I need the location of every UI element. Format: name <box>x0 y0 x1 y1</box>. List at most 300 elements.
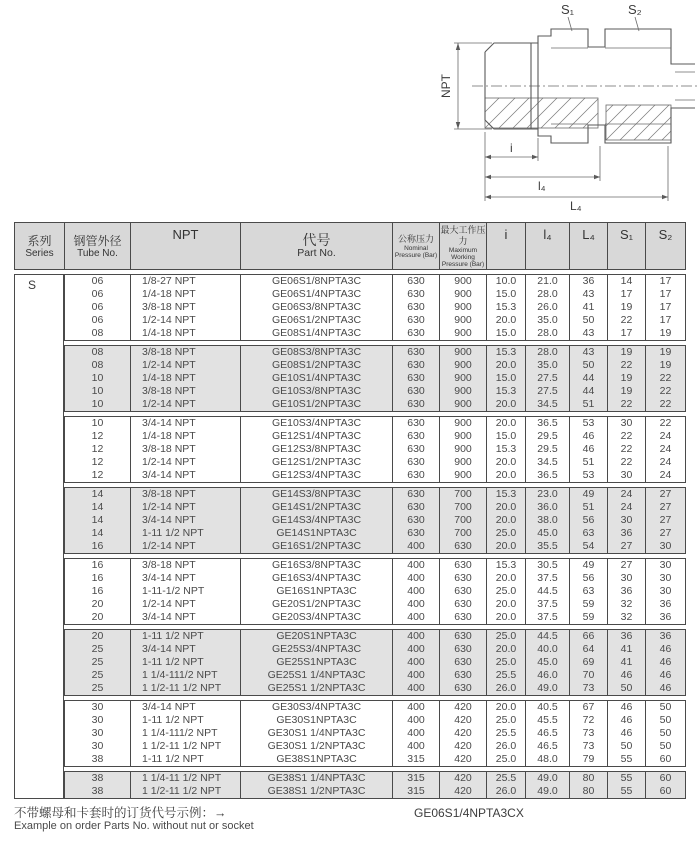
table-row <box>65 385 685 398</box>
table-cell: 24 <box>608 501 646 514</box>
table-cell: 12 <box>65 456 131 469</box>
table-cell: 21.0 <box>526 275 570 288</box>
table-cell: 27 <box>659 501 672 513</box>
table-cell: 59 <box>570 611 608 624</box>
table-cell: 60 <box>659 772 672 784</box>
table-cell: 400 <box>393 740 440 753</box>
table-cell: GE14S1NPTA3C <box>241 527 393 540</box>
col-header-nominal-pressure: 公称压力 Nominal Pressure (Bar) <box>393 223 440 269</box>
table-cell: 49 <box>570 559 608 572</box>
table-cell: 1-11 1/2 NPT <box>131 753 241 766</box>
table-cell: 17 <box>608 327 646 340</box>
table-cell: 46 <box>608 669 646 682</box>
table-cell: 3/8-18 NPT <box>131 301 241 314</box>
table-cell: GE06S1/8NPTA3C <box>241 275 393 288</box>
ordering-example <box>14 806 686 833</box>
table-cell: 30 <box>608 469 646 482</box>
table-cell: 35.0 <box>526 359 570 372</box>
table-cell: 80 <box>570 785 608 798</box>
table-cell: 630 <box>393 527 440 540</box>
table-cell: 24 <box>659 456 672 468</box>
table-cell: 36 <box>608 630 646 643</box>
table-cell: 46 <box>659 656 672 668</box>
table-cell: 1-11 1/2 NPT <box>131 714 241 727</box>
table-cell: 15.0 <box>487 288 526 301</box>
table-cell: 73 <box>570 682 608 695</box>
table-cell: 700 <box>440 514 487 527</box>
table-cell: 51 <box>570 398 608 411</box>
table-cell: 16 <box>65 540 131 553</box>
table-cell: 630 <box>440 598 487 611</box>
table-cell: 14 <box>608 275 646 288</box>
table-row <box>65 572 685 585</box>
table-cell: 630 <box>440 559 487 572</box>
table-cell: 900 <box>440 469 487 482</box>
table-cell: 36 <box>608 585 646 598</box>
table-cell: 50 <box>608 682 646 695</box>
table-cell: GE12S3/8NPTA3C <box>241 443 393 456</box>
table-row <box>65 585 685 598</box>
table-cell: 1/4-18 NPT <box>131 288 241 301</box>
table-cell: 29.5 <box>526 443 570 456</box>
table-cell: 50 <box>659 740 672 752</box>
table-cell: 41 <box>608 656 646 669</box>
table-group <box>64 629 686 696</box>
table-cell: 630 <box>440 540 487 553</box>
table-cell: 27 <box>608 540 646 553</box>
table-cell: 22 <box>608 359 646 372</box>
table-row <box>65 540 685 553</box>
table-cell: 630 <box>393 275 440 288</box>
table-row <box>65 559 685 572</box>
s1-dimension-label: S₁ <box>561 2 575 17</box>
table-cell: 51 <box>570 456 608 469</box>
table-cell: 46 <box>570 430 608 443</box>
table-row <box>65 527 685 540</box>
table-cell: GE08S3/8NPTA3C <box>241 346 393 359</box>
table-cell: 27.5 <box>526 372 570 385</box>
table-cell: 400 <box>393 669 440 682</box>
table-cell: 35.0 <box>526 314 570 327</box>
table-cell: 20.0 <box>487 598 526 611</box>
table-cell: 44.5 <box>526 630 570 643</box>
table-cell: 73 <box>570 727 608 740</box>
table-cell: 46 <box>570 443 608 456</box>
table-cell: 20.0 <box>487 701 526 714</box>
table-cell: 25.0 <box>487 630 526 643</box>
table-cell: 400 <box>393 643 440 656</box>
table-cell: 38 <box>65 772 131 785</box>
table-cell: 15.3 <box>487 346 526 359</box>
table-cell: 630 <box>393 327 440 340</box>
table-cell: 15.0 <box>487 327 526 340</box>
table-cell: 15.3 <box>487 385 526 398</box>
table-cell: 06 <box>65 275 131 288</box>
table-cell: 38.0 <box>526 514 570 527</box>
table-cell: 16 <box>65 572 131 585</box>
table-cell: 400 <box>393 727 440 740</box>
table-cell: 17 <box>608 288 646 301</box>
table-cell: 46.0 <box>526 669 570 682</box>
table-cell: 15.3 <box>487 488 526 501</box>
table-cell: 22 <box>608 430 646 443</box>
table-cell: 17 <box>659 301 672 313</box>
table-cell: 50 <box>659 714 672 726</box>
table-cell: 46 <box>659 682 672 694</box>
table-cell: 37.5 <box>526 572 570 585</box>
table-cell: 34.5 <box>526 456 570 469</box>
table-cell: GE12S1/4NPTA3C <box>241 430 393 443</box>
table-cell: GE10S3/8NPTA3C <box>241 385 393 398</box>
table-cell: 25.0 <box>487 585 526 598</box>
table-cell: 16 <box>65 559 131 572</box>
table-cell: 630 <box>393 301 440 314</box>
table-cell: 16 <box>65 585 131 598</box>
table-cell: 10 <box>65 372 131 385</box>
table-cell: 06 <box>65 288 131 301</box>
table-cell: 630 <box>393 488 440 501</box>
table-cell: 46 <box>659 643 672 655</box>
table-cell: 14 <box>65 527 131 540</box>
table-cell: 38 <box>65 753 131 766</box>
table-cell: 20.0 <box>487 469 526 482</box>
table-row <box>65 275 685 288</box>
table-cell: GE06S1/4NPTA3C <box>241 288 393 301</box>
table-cell: 26.0 <box>487 740 526 753</box>
table-cell: 30 <box>608 514 646 527</box>
table-cell: GE16S3/4NPTA3C <box>241 572 393 585</box>
table-cell: 1-11 1/2 NPT <box>131 656 241 669</box>
table-cell: 400 <box>393 598 440 611</box>
col-header-tube-no: 钢管外径 Tube No. <box>65 223 131 269</box>
table-cell: 19 <box>608 372 646 385</box>
table-cell: 36.5 <box>526 469 570 482</box>
col-header-npt: NPT <box>131 223 241 269</box>
table-row <box>65 398 685 411</box>
table-cell: 630 <box>393 385 440 398</box>
col-header-s1: S₁ <box>608 223 646 269</box>
table-cell: GE20S1NPTA3C <box>241 630 393 643</box>
table-cell: 630 <box>440 682 487 695</box>
table-cell: 19 <box>659 346 672 358</box>
table-cell: 30 <box>608 417 646 430</box>
table-cell: 30 <box>65 701 131 714</box>
table-cell: 55 <box>608 785 646 798</box>
table-cell: 14 <box>65 488 131 501</box>
table-cell: 900 <box>440 385 487 398</box>
table-cell: 20.0 <box>487 314 526 327</box>
table-cell: 56 <box>570 572 608 585</box>
table-cell: 700 <box>440 501 487 514</box>
table-cell: 36 <box>659 611 672 623</box>
table-cell: 67 <box>570 701 608 714</box>
col-header-s2: S₂ <box>658 227 673 242</box>
table-cell: 630 <box>393 469 440 482</box>
table-cell: 35.5 <box>526 540 570 553</box>
table-cell: 28.0 <box>526 327 570 340</box>
table-cell: 630 <box>393 501 440 514</box>
table-cell: 20.0 <box>487 572 526 585</box>
table-cell: 50 <box>608 740 646 753</box>
table-cell: 3/4-14 NPT <box>131 643 241 656</box>
col-header-l4: l₄ <box>526 223 570 269</box>
table-cell: 70 <box>570 669 608 682</box>
table-cell: 3/4-14 NPT <box>131 417 241 430</box>
table-row <box>65 682 685 695</box>
table-row <box>65 501 685 514</box>
table-cell: 12 <box>65 443 131 456</box>
table-cell: 26.0 <box>487 785 526 798</box>
table-cell: 46 <box>608 714 646 727</box>
table-cell: 420 <box>440 701 487 714</box>
table-cell: 25 <box>65 643 131 656</box>
table-cell: 22 <box>659 385 672 397</box>
table-cell: 34.5 <box>526 398 570 411</box>
table-cell: 25 <box>65 682 131 695</box>
table-cell: 20.0 <box>487 611 526 624</box>
table-cell: GE38S1 1/2NPTA3C <box>241 785 393 798</box>
table-cell: GE08S1/4NPTA3C <box>241 327 393 340</box>
table-cell: 630 <box>393 514 440 527</box>
l4-dimension-label: l₄ <box>538 179 546 193</box>
table-cell: 15.3 <box>487 559 526 572</box>
table-cell: 08 <box>65 359 131 372</box>
table-cell: 59 <box>570 598 608 611</box>
table-cell: 630 <box>440 611 487 624</box>
table-cell: 30 <box>659 559 672 571</box>
table-cell: 27 <box>608 559 646 572</box>
table-row <box>65 327 685 340</box>
table-row <box>65 701 685 714</box>
table-cell: 700 <box>440 488 487 501</box>
table-cell: 400 <box>393 585 440 598</box>
table-row <box>65 630 685 643</box>
table-cell: 55 <box>608 772 646 785</box>
table-cell: 15.0 <box>487 372 526 385</box>
table-cell: 23.0 <box>526 488 570 501</box>
table-cell: 20.0 <box>487 417 526 430</box>
table-cell: 36 <box>659 598 672 610</box>
table-cell: 420 <box>440 772 487 785</box>
table-cell: GE25S3/4NPTA3C <box>241 643 393 656</box>
table-cell: 630 <box>440 643 487 656</box>
table-row <box>65 727 685 740</box>
table-cell: 900 <box>440 430 487 443</box>
table-cell: 41 <box>608 643 646 656</box>
table-cell: 37.5 <box>526 611 570 624</box>
i-dimension-label: i <box>510 141 513 155</box>
table-cell: 12 <box>65 469 131 482</box>
table-cell: 36 <box>608 527 646 540</box>
s2-dimension-label: S₂ <box>628 2 642 17</box>
table-cell: GE16S3/8NPTA3C <box>241 559 393 572</box>
table-header-row <box>14 222 686 270</box>
table-row <box>65 656 685 669</box>
table-cell: 80 <box>570 772 608 785</box>
table-cell: 36.5 <box>526 417 570 430</box>
table-cell: 49.0 <box>526 785 570 798</box>
table-cell: 27 <box>659 514 672 526</box>
table-cell: GE38S1NPTA3C <box>241 753 393 766</box>
table-group <box>64 487 686 554</box>
table-cell: 400 <box>393 572 440 585</box>
table-cell: 25.0 <box>487 527 526 540</box>
table-cell: 1/4-18 NPT <box>131 372 241 385</box>
table-cell: GE30S3/4NPTA3C <box>241 701 393 714</box>
table-cell: GE20S1/2NPTA3C <box>241 598 393 611</box>
table-cell: 69 <box>570 656 608 669</box>
table-cell: 37.5 <box>526 598 570 611</box>
table-cell: 36 <box>570 275 608 288</box>
table-cell: 22 <box>659 417 672 429</box>
table-cell: 420 <box>440 714 487 727</box>
table-cell: 17 <box>659 314 672 326</box>
table-cell: 630 <box>440 585 487 598</box>
table-cell: 30.5 <box>526 559 570 572</box>
col-header-max-working-pressure: 最大工作压力 Maximum Working Pressure (Bar) <box>440 224 486 268</box>
table-row <box>65 359 685 372</box>
table-cell: 3/4-14 NPT <box>131 572 241 585</box>
table-cell: 400 <box>393 682 440 695</box>
table-cell: 50 <box>659 727 672 739</box>
table-cell: 12 <box>65 430 131 443</box>
table-cell: GE14S1/2NPTA3C <box>241 501 393 514</box>
table-cell: 630 <box>393 456 440 469</box>
table-cell: 43 <box>570 288 608 301</box>
table-cell: 14 <box>65 501 131 514</box>
table-cell: 1/2-14 NPT <box>131 598 241 611</box>
table-cell: 1 1/2-11 1/2 NPT <box>131 740 241 753</box>
table-cell: GE14S3/4NPTA3C <box>241 514 393 527</box>
table-cell: 30 <box>659 585 672 597</box>
table-cell: GE10S3/4NPTA3C <box>241 417 393 430</box>
table-cell: 38 <box>65 785 131 798</box>
table-cell: 3/4-14 NPT <box>131 514 241 527</box>
table-cell: GE30S1 1/2NPTA3C <box>241 740 393 753</box>
table-cell: 30 <box>65 727 131 740</box>
col-header-part-no: 代号 Part No. <box>241 223 393 269</box>
table-cell: GE08S1/2NPTA3C <box>241 359 393 372</box>
table-cell: 17 <box>659 288 672 300</box>
table-cell: 400 <box>393 559 440 572</box>
table-row <box>65 346 685 359</box>
table-cell: 20.0 <box>487 501 526 514</box>
table-cell: 630 <box>393 417 440 430</box>
table-row <box>65 598 685 611</box>
table-cell: 24 <box>659 469 672 481</box>
table-cell: 630 <box>393 314 440 327</box>
table-cell: GE25S1 1/2NPTA3C <box>241 682 393 695</box>
table-cell: 3/8-18 NPT <box>131 385 241 398</box>
table-cell: 1/2-14 NPT <box>131 398 241 411</box>
table-body <box>14 274 686 799</box>
table-row <box>65 643 685 656</box>
table-group <box>64 558 686 625</box>
table-cell: 30 <box>608 572 646 585</box>
table-cell: 06 <box>65 314 131 327</box>
table-row <box>65 417 685 430</box>
table-cell: 20 <box>65 598 131 611</box>
table-cell: 63 <box>570 585 608 598</box>
table-cell: 50 <box>570 314 608 327</box>
table-cell: 14 <box>65 514 131 527</box>
table-cell: 400 <box>393 540 440 553</box>
table-cell: 44 <box>570 372 608 385</box>
L4-dimension-label: L₄ <box>570 199 582 213</box>
table-cell: 900 <box>440 456 487 469</box>
table-cell: 630 <box>393 372 440 385</box>
table-cell: 25.5 <box>487 772 526 785</box>
table-cell: 40.0 <box>526 643 570 656</box>
table-row <box>65 443 685 456</box>
table-cell: 25.5 <box>487 727 526 740</box>
ordering-example-en: Example on order Parts No. without nut or socket <box>14 820 254 832</box>
table-cell: 49.0 <box>526 772 570 785</box>
table-cell: 53 <box>570 417 608 430</box>
table-row <box>65 514 685 527</box>
table-cell: 54 <box>570 540 608 553</box>
table-cell: 1-11 1/2 NPT <box>131 630 241 643</box>
table-row <box>65 785 685 798</box>
table-cell: 20 <box>65 630 131 643</box>
table-row <box>65 753 685 766</box>
table-cell: GE16S1/2NPTA3C <box>241 540 393 553</box>
table-cell: GE10S1/4NPTA3C <box>241 372 393 385</box>
table-cell: 27.5 <box>526 385 570 398</box>
table-cell: 72 <box>570 714 608 727</box>
table-cell: 420 <box>440 785 487 798</box>
table-cell: GE25S1 1/4NPTA3C <box>241 669 393 682</box>
table-row <box>65 772 685 785</box>
series-value-cell: S <box>14 274 64 799</box>
table-cell: 315 <box>393 753 440 766</box>
table-cell: 19 <box>608 301 646 314</box>
ordering-example-part-no: GE06S1/4NPTA3CX <box>414 806 524 820</box>
table-cell: 900 <box>440 301 487 314</box>
table-cell: 1/2-14 NPT <box>131 540 241 553</box>
table-cell: 1 1/4-111/2 NPT <box>131 669 241 682</box>
table-cell: GE12S1/2NPTA3C <box>241 456 393 469</box>
fitting-cross-section-drawing <box>428 0 699 214</box>
table-cell: 17 <box>659 275 672 287</box>
table-row <box>65 430 685 443</box>
table-cell: 30 <box>65 740 131 753</box>
table-cell: 49 <box>570 488 608 501</box>
table-cell: 10 <box>65 398 131 411</box>
table-cell: 25.0 <box>487 714 526 727</box>
table-cell: 26.0 <box>487 682 526 695</box>
table-cell: 630 <box>440 669 487 682</box>
table-cell: 1/4-18 NPT <box>131 430 241 443</box>
table-cell: 25.0 <box>487 656 526 669</box>
table-cell: GE30S1 1/4NPTA3C <box>241 727 393 740</box>
table-cell: 900 <box>440 359 487 372</box>
table-cell: 60 <box>659 785 672 797</box>
table-cell: 22 <box>608 443 646 456</box>
table-cell: 900 <box>440 288 487 301</box>
table-cell: GE20S3/4NPTA3C <box>241 611 393 624</box>
table-cell: 73 <box>570 740 608 753</box>
table-cell: 19 <box>659 327 672 339</box>
table-row <box>65 372 685 385</box>
table-cell: 45.0 <box>526 527 570 540</box>
table-cell: 29.5 <box>526 430 570 443</box>
table-cell: 24 <box>659 443 672 455</box>
table-cell: 46 <box>608 701 646 714</box>
table-cell: 25.0 <box>487 753 526 766</box>
table-cell: 64 <box>570 643 608 656</box>
table-cell: 22 <box>608 398 646 411</box>
